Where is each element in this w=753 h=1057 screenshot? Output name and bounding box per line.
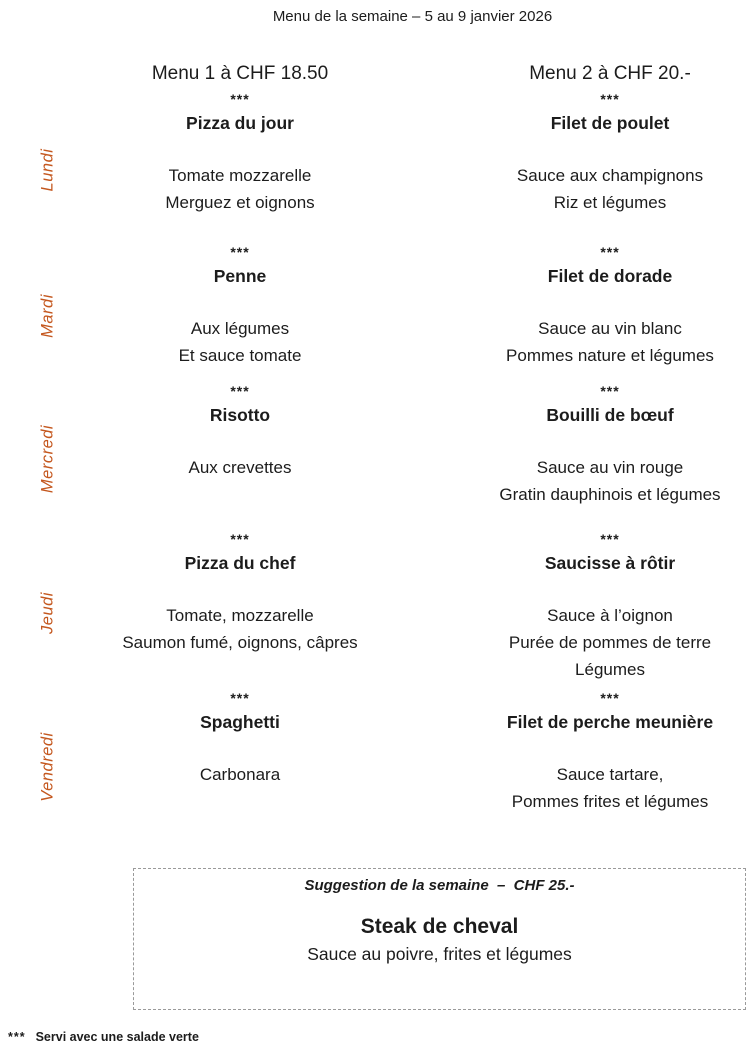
separator: *** bbox=[230, 244, 250, 260]
dish-title: Filet de dorade bbox=[547, 266, 673, 286]
header-corner-spacer bbox=[0, 62, 95, 93]
mardi-menu1-cell bbox=[95, 246, 385, 385]
day-label-text: Mercredi bbox=[38, 424, 56, 494]
dish-desc bbox=[467, 761, 753, 815]
dish-desc-line: Aux crevettes bbox=[188, 458, 292, 477]
vendredi-menu2-cell bbox=[385, 692, 753, 842]
day-label-vendredi bbox=[0, 692, 95, 842]
dish-desc-line: Riz et légumes bbox=[553, 193, 667, 212]
footnote-marker: *** bbox=[8, 1030, 26, 1044]
dish-desc bbox=[95, 315, 385, 369]
separator: *** bbox=[230, 383, 250, 399]
mardi-menu2-cell bbox=[385, 246, 753, 385]
vendredi-menu1-cell bbox=[95, 692, 385, 842]
weekly-suggestion-box bbox=[133, 868, 746, 1010]
dish-desc bbox=[95, 761, 385, 788]
suggestion-dish-desc: Sauce au poivre, frites et légumes bbox=[307, 944, 572, 964]
dish-title: Penne bbox=[213, 266, 267, 286]
dish-desc bbox=[95, 602, 385, 656]
dish-desc bbox=[467, 162, 753, 216]
dish-desc-line: Sauce au vin blanc bbox=[538, 319, 682, 338]
day-label-text: Jeudi bbox=[38, 591, 56, 634]
separator: *** bbox=[600, 531, 620, 547]
separator: *** bbox=[600, 91, 620, 107]
document-title: Menu de la semaine – 5 au 9 janvier 2026 bbox=[272, 8, 553, 25]
dish-desc-line: Légumes bbox=[575, 660, 645, 679]
day-label-text: Mardi bbox=[38, 293, 56, 338]
footnote bbox=[8, 1029, 753, 1045]
dish-desc bbox=[95, 454, 385, 481]
separator: *** bbox=[600, 244, 620, 260]
dish-title: Risotto bbox=[209, 405, 271, 425]
dish-title: Filet de perche meunière bbox=[506, 712, 714, 732]
dish-title: Pizza du jour bbox=[186, 113, 294, 133]
dish-desc-line: Gratin dauphinois et légumes bbox=[499, 485, 721, 504]
dish-desc-line: Pommes nature et légumes bbox=[506, 346, 714, 365]
day-label-text: Vendredi bbox=[38, 732, 56, 802]
day-label-text: Lundi bbox=[38, 148, 56, 191]
lundi-menu2-cell bbox=[385, 93, 753, 246]
dish-desc bbox=[467, 454, 753, 508]
dish-desc bbox=[95, 162, 385, 216]
dish-desc bbox=[467, 602, 753, 683]
day-label-jeudi bbox=[0, 533, 95, 692]
separator: *** bbox=[230, 690, 250, 706]
weekly-menu-table bbox=[0, 62, 753, 842]
dish-desc-line: Et sauce tomate bbox=[178, 346, 302, 365]
day-label-lundi bbox=[0, 93, 95, 246]
dish-desc-line: Aux légumes bbox=[190, 319, 290, 338]
dish-desc-line: Sauce à l’oignon bbox=[547, 606, 673, 625]
separator: *** bbox=[230, 91, 250, 107]
day-label-mercredi bbox=[0, 385, 95, 533]
dish-desc-line: Saumon fumé, oignons, câpres bbox=[122, 633, 358, 652]
menu1-column-header: Menu 1 à CHF 18.50 bbox=[151, 63, 329, 84]
menu2-column-header: Menu 2 à CHF 20.- bbox=[529, 63, 691, 84]
dish-desc-line: Sauce tartare, bbox=[556, 765, 664, 784]
dish-desc bbox=[467, 315, 753, 369]
dish-desc-line: Purée de pommes de terre bbox=[508, 633, 712, 652]
dish-title: Spaghetti bbox=[200, 712, 280, 732]
menu-document bbox=[0, 7, 753, 1057]
lundi-menu1-cell bbox=[95, 93, 385, 246]
jeudi-menu1-cell bbox=[95, 533, 385, 692]
separator: *** bbox=[600, 690, 620, 706]
dish-title: Saucisse à rôtir bbox=[544, 553, 676, 573]
separator: *** bbox=[600, 383, 620, 399]
dish-title: Bouilli de bœuf bbox=[546, 405, 674, 425]
dish-desc-line: Tomate mozzarelle bbox=[168, 166, 312, 185]
mercredi-menu1-cell bbox=[95, 385, 385, 533]
day-label-mardi bbox=[0, 246, 95, 385]
dish-desc-line: Carbonara bbox=[199, 765, 281, 784]
jeudi-menu2-cell bbox=[385, 533, 753, 692]
suggestion-dish-title: Steak de cheval bbox=[360, 915, 519, 938]
dish-desc-line: Pommes frites et légumes bbox=[511, 792, 709, 811]
dish-title: Pizza du chef bbox=[184, 553, 296, 573]
dish-desc-line: Sauce aux champignons bbox=[516, 166, 704, 185]
dish-desc-line: Tomate, mozzarelle bbox=[166, 606, 314, 625]
dish-desc-line: Merguez et oignons bbox=[165, 193, 315, 212]
separator: *** bbox=[230, 531, 250, 547]
footnote-text: Servi avec une salade verte bbox=[35, 1030, 199, 1044]
dish-title: Filet de poulet bbox=[550, 113, 670, 133]
suggestion-header: Suggestion de la semaine – CHF 25.- bbox=[304, 877, 575, 894]
dish-desc-line: Sauce au vin rouge bbox=[536, 458, 684, 477]
mercredi-menu2-cell bbox=[385, 385, 753, 533]
